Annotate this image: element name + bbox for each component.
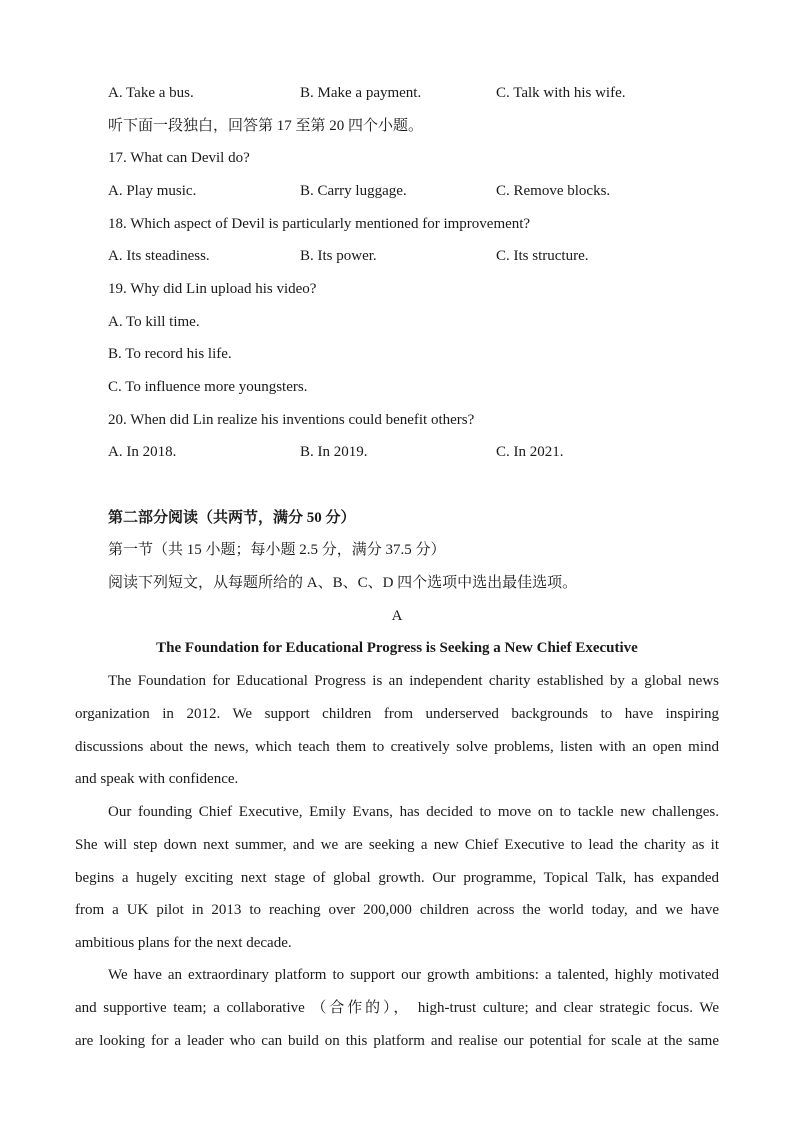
paragraph-line: and speak with confidence.	[75, 771, 239, 788]
paragraph-line: and supportive team; a collaborative （合作的）， high-trust culture; and clear strategic focus. We	[75, 999, 719, 1016]
paragraph-line: organization in 2012. We support children from underserved backgrounds to have inspiring	[75, 705, 719, 722]
option-b: B. To record his life.	[108, 346, 232, 362]
paragraph-line: Our founding Chief Executive, Emily Evans, has decided to move on to tackle new challenges.	[108, 804, 719, 820]
option-c: C. Remove blocks.	[496, 183, 611, 199]
question-options	[108, 246, 728, 266]
paragraph-line: We have an extraordinary platform to support our growth ambitions: a talented, highly motivated	[108, 967, 719, 983]
option-a: A. Play music.	[108, 183, 197, 199]
option-c: C. To influence more youngsters.	[108, 379, 308, 395]
option-a: A. Its steadiness.	[108, 248, 210, 264]
question-options	[108, 442, 728, 462]
option-a: A. In 2018.	[108, 444, 177, 460]
option-b: B. Its power.	[300, 248, 377, 264]
paragraph-line: She will step down next summer, and we are seeking a new Chief Executive to lead the charity as it	[75, 836, 719, 853]
paragraph	[75, 965, 719, 1063]
option-c: C. Its structure.	[496, 248, 589, 264]
option-a: A. To kill time.	[108, 314, 200, 330]
reading-instruction: 阅读下列短文，从每题所给的 A、B、C、D 四个选项中选出最佳选项。	[108, 575, 578, 591]
option-b: B. In 2019.	[300, 444, 368, 460]
passage-title: The Foundation for Educational Progress is Seeking a New Chief Executive	[156, 640, 638, 656]
option-b: B. Carry luggage.	[300, 183, 407, 199]
option-a: A. Take a bus.	[108, 85, 194, 101]
section-instruction: 听下面一段独白，回答第 17 至第 20 四个小题。	[108, 118, 424, 134]
part2-heading: 第二部分阅读（共两节，满分 50 分）	[108, 510, 356, 526]
option-b: B. Make a payment.	[300, 85, 422, 101]
option-c: C. In 2021.	[496, 444, 564, 460]
question-stem: 18. Which aspect of Devil is particularly mentioned for improvement?	[108, 216, 531, 232]
option-c: C. Talk with his wife.	[496, 85, 626, 101]
paragraph-line: begins a hugely exciting next stage of global growth. Our programme, Topical Talk, has expanded	[75, 869, 719, 886]
question-stem: 20. When did Lin realize his inventions could benefit others?	[108, 412, 475, 428]
question-options	[108, 181, 728, 201]
q16-options	[108, 83, 728, 103]
paragraph-line: The Foundation for Educational Progress is an independent charity established by a global news	[108, 673, 719, 689]
paragraph-line: are looking for a leader who can build on this platform and realise our potential for scale at the same	[75, 1032, 719, 1049]
section1-heading: 第一节（共 15 小题；每小题 2.5 分，满分 37.5 分）	[108, 542, 446, 558]
paragraph-line: ambitious plans for the next decade.	[75, 935, 292, 952]
paragraph	[75, 671, 719, 802]
paragraph	[75, 802, 719, 966]
paragraph-line: discussions about the news, which teach them to creatively solve problems, listen with an open mind	[75, 738, 719, 755]
paragraph-line: from a UK pilot in 2013 to reaching over 200,000 children across the world today, and we have	[75, 902, 719, 919]
passage-label: A	[391, 608, 403, 624]
question-stem: 19. Why did Lin upload his video?	[108, 281, 317, 297]
question-stem: 17. What can Devil do?	[108, 150, 250, 166]
